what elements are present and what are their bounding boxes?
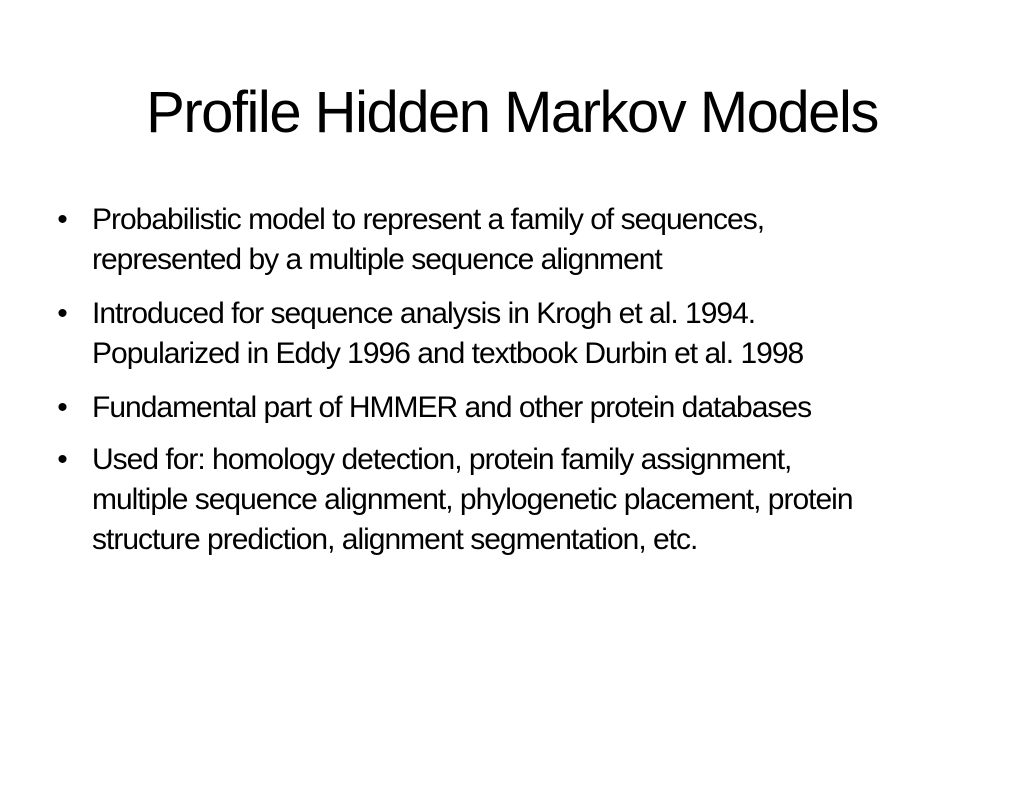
- bullet-text-line: multiple sequence alignment, phylogenetic placement, protein: [92, 483, 853, 516]
- bullet-marker: •: [57, 203, 67, 236]
- bullet-text-line: Used for: homology detection, protein family assignment,: [92, 443, 792, 476]
- bullet-item: [52, 440, 982, 560]
- bullet-item: [52, 388, 982, 428]
- bullet-list: [52, 200, 982, 574]
- bullet-text-line: structure prediction, alignment segmentation, etc.: [92, 523, 698, 556]
- bullet-marker: •: [57, 391, 67, 424]
- bullet-text-line: Fundamental part of HMMER and other protein databases: [92, 391, 812, 424]
- bullet-text-line: Introduced for sequence analysis in Krogh et al. 1994.: [92, 297, 756, 330]
- bullet-item: [52, 200, 982, 280]
- bullet-text-line: Probabilistic model to represent a family of sequences,: [92, 203, 765, 236]
- slide-title: Profile Hidden Markov Models: [146, 80, 878, 145]
- bullet-text-line: Popularized in Eddy 1996 and textbook Durbin et al. 1998: [92, 337, 804, 370]
- bullet-marker: •: [57, 443, 67, 476]
- bullet-marker: •: [57, 297, 67, 330]
- bullet-item: [52, 294, 982, 374]
- bullet-text-line: represented by a multiple sequence alignment: [92, 243, 662, 276]
